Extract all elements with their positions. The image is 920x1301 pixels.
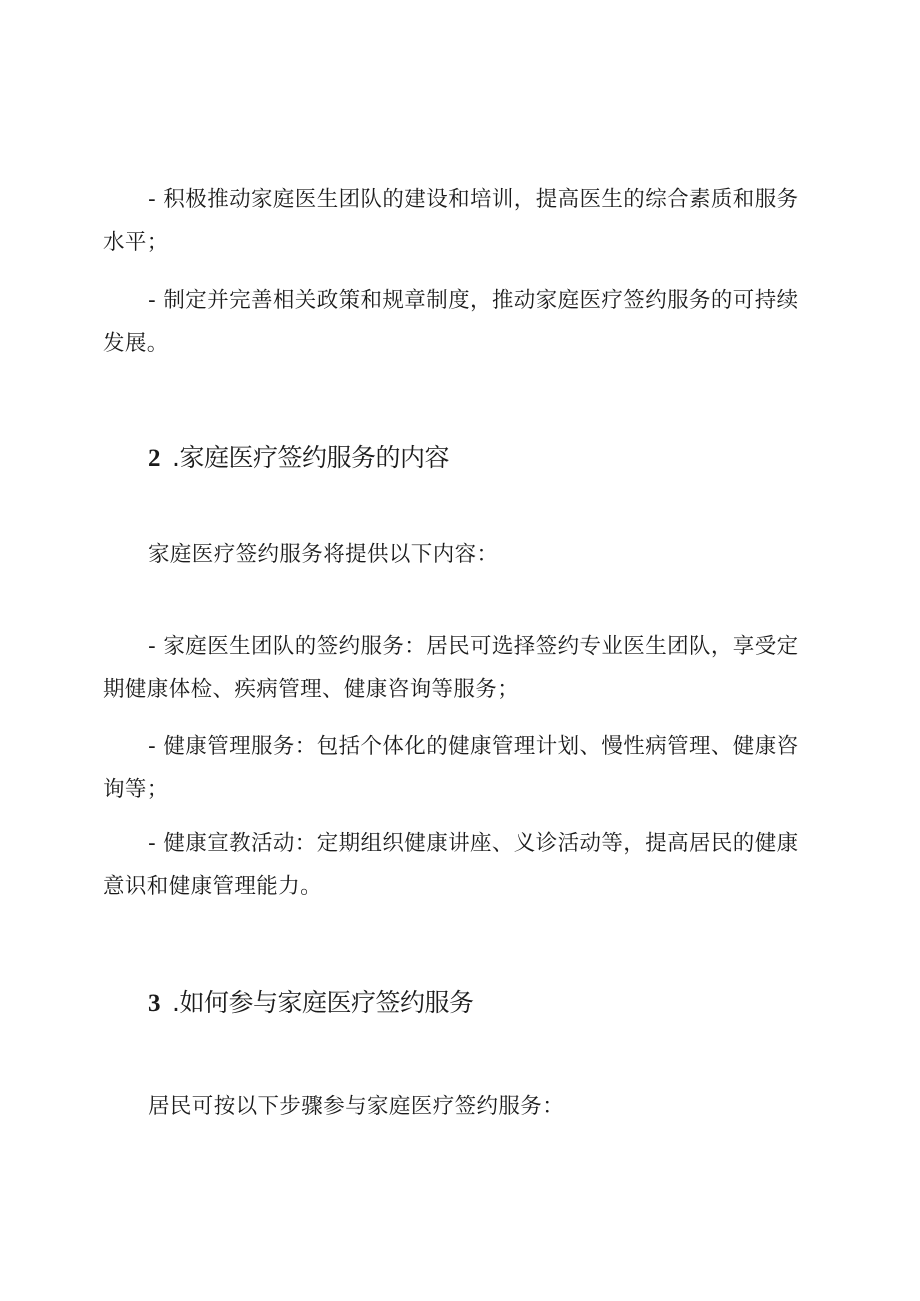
bullet-paragraph: - 健康宣教活动：定期组织健康讲座、义诊活动等，提高居民的健康意识和健康管理能力。 <box>103 831 799 899</box>
section-title: .家庭医疗签约服务的内容 <box>172 443 449 472</box>
section-title: .如何参与家庭医疗签约服务 <box>172 988 474 1017</box>
intro-paragraph: 居民可按以下步骤参与家庭医疗签约服务： <box>148 1094 565 1119</box>
bullet-paragraph: - 制定并完善相关政策和规章制度，推动家庭医疗签约服务的可持续发展。 <box>103 288 799 356</box>
section-heading <box>148 983 473 1024</box>
bullet-paragraph: - 积极推动家庭医生团队的建设和培训，提高医生的综合素质和服务水平； <box>103 187 799 255</box>
intro-paragraph: 家庭医疗签约服务将提供以下内容： <box>148 542 499 567</box>
section-number: 3 <box>148 990 160 1017</box>
bullet-paragraph: - 家庭医生团队的签约服务：居民可选择签约专业医生团队，享受定期健康体检、疾病管理、健康咨询等服务； <box>103 634 799 702</box>
section-heading <box>148 438 449 479</box>
section-number: 2 <box>148 445 160 472</box>
bullet-paragraph: - 健康管理服务：包括个体化的健康管理计划、慢性病管理、健康咨询等； <box>103 734 799 802</box>
